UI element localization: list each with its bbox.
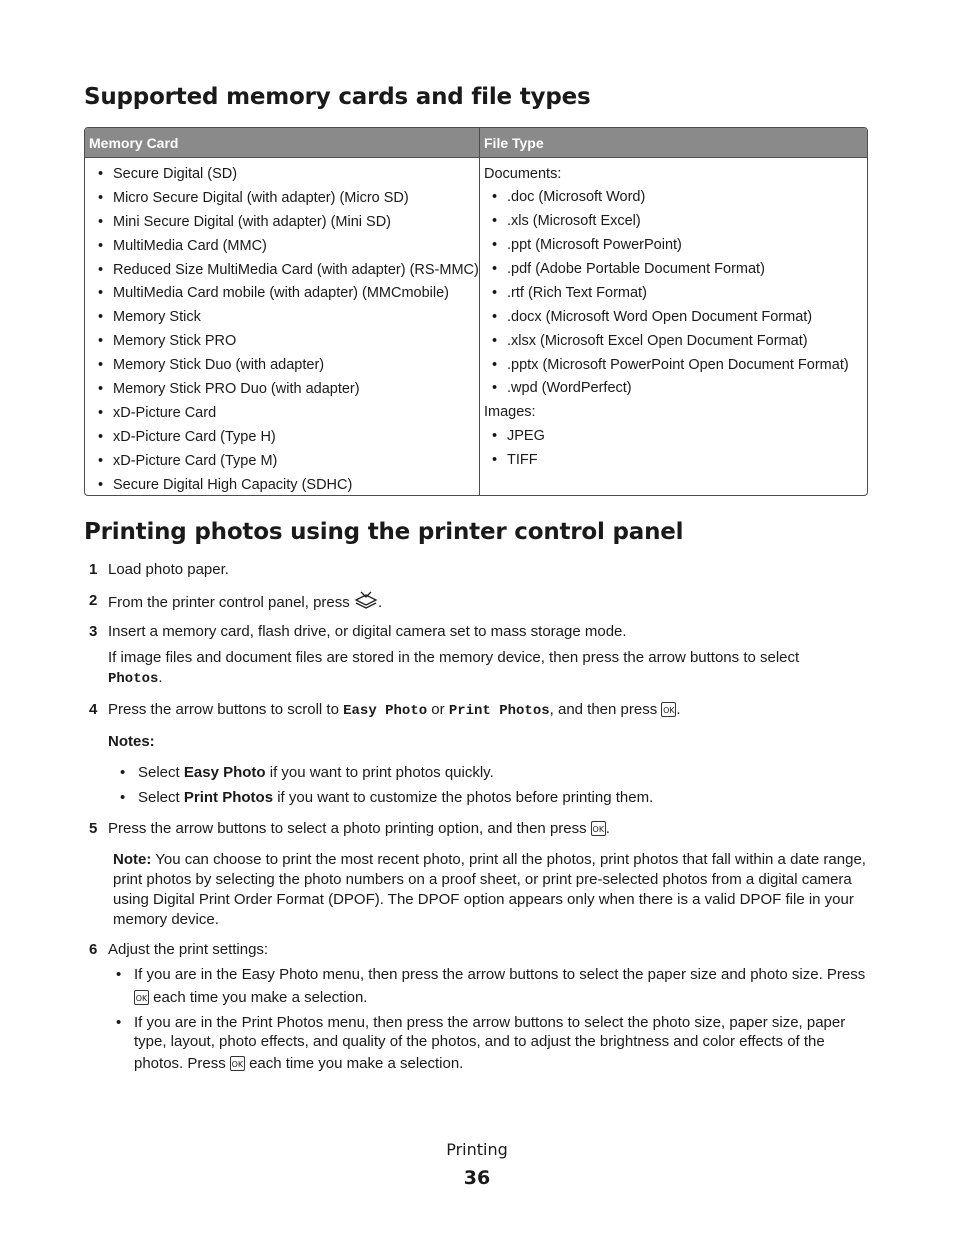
list-item: • Secure Digital High Capacity (SDHC) (95, 474, 479, 496)
list-item: • .pdf (Adobe Portable Document Format) (484, 258, 849, 282)
ok-button-icon: OK (134, 990, 149, 1005)
list-item: • Reduced Size MultiMedia Card (with adapter) (RS-MMC) (95, 259, 479, 283)
step-3-sub-line2 (108, 668, 163, 689)
step-5-note (113, 850, 873, 930)
note-text: You can choose to print the most recent photo, print all the photos, print photos that fall within a date range, print photos by selecting the photo numbers on a proof sheet, or print pre-selected photos from a digital camera using Digital Print Order Format (DPOF). The DPOF option appears only when there is a valid DPOF file in your memory device. (113, 851, 866, 928)
list-item: • Memory Stick Duo (with adapter) (95, 354, 479, 378)
step-number: 1 (89, 561, 98, 578)
easy-photo-code: Easy Photo (343, 703, 428, 719)
list-item: • .pptx (Microsoft PowerPoint Open Document Format) (484, 354, 849, 378)
list-item: • .doc (Microsoft Word) (484, 186, 849, 210)
file-type-list (484, 163, 849, 472)
step-3-sub: If image files and document files are stored in the memory device, then press the arrow buttons to select (108, 649, 800, 666)
step-2-end: . (377, 594, 383, 611)
bullet: • (120, 764, 126, 781)
memory-card-table (84, 127, 868, 496)
note-label: Note: (113, 851, 152, 868)
step-number: 4 (89, 701, 98, 718)
section-title-printing-photos: Printing photos using the printer control panel (84, 519, 684, 545)
step-5-label: Press the arrow buttons to select a photo printing option, and then press (108, 820, 587, 837)
list-item: • .rtf (Rich Text Format) (484, 282, 849, 306)
step-number: 6 (89, 941, 98, 958)
ok-button-icon: OK (661, 702, 676, 717)
list-item: • Micro Secure Digital (with adapter) (Micro SD) (95, 187, 479, 211)
note-2-bold: Print Photos (183, 789, 274, 806)
list-item: • MultiMedia Card (MMC) (95, 235, 479, 259)
step-6-text: Adjust the print settings: (108, 941, 269, 958)
bullet: • (120, 789, 126, 806)
step-5-end: . (605, 820, 610, 837)
list-item: • .wpd (WordPerfect) (484, 377, 849, 401)
step-4-end: . (676, 701, 681, 718)
list-item: • JPEG (484, 425, 849, 449)
list-item: • Memory Stick (95, 306, 479, 330)
step-number: 5 (89, 820, 98, 837)
step-4-post: , and then press (549, 701, 658, 718)
table-header (85, 128, 867, 158)
list-item: • .docx (Microsoft Word Open Document Format) (484, 306, 849, 330)
list-item: • TIFF (484, 449, 849, 473)
list-item: • Memory Stick PRO (95, 330, 479, 354)
step-number: 2 (89, 592, 98, 609)
ok-button-icon: OK (230, 1056, 245, 1071)
footer-section-label: Printing (446, 1140, 508, 1159)
bullet: • (116, 966, 122, 983)
step-6-bullet-1-line1: If you are in the Easy Photo menu, then press the arrow buttons to select the paper size and photo size. Press (134, 966, 866, 983)
step-6-bullet-1-line2 (134, 988, 367, 1008)
photos-code: Photos (108, 671, 159, 687)
note-1-bold: Easy Photo (183, 764, 266, 781)
step-4-text (108, 700, 681, 721)
list-item: • Memory Stick PRO Duo (with adapter) (95, 378, 479, 402)
list-item: • MultiMedia Card mobile (with adapter) (MMCmobile) (95, 282, 479, 306)
header-file-type: File Type (484, 135, 544, 151)
list-item: • xD-Picture Card (Type H) (95, 426, 479, 450)
print-photos-code: Print Photos (448, 703, 550, 719)
photo-card-icon (354, 591, 378, 609)
section-title-memory-cards: Supported memory cards and file types (84, 84, 591, 110)
header-memory-card: Memory Card (89, 135, 179, 151)
step-5-text (108, 819, 610, 839)
ok-button-icon: OK (591, 821, 606, 836)
step-4-mid: or (431, 701, 445, 718)
step-6-bullet-2-line2: type, layout, photo effects, and quality of the photos, and to adjust the brightness and color effects of the (134, 1033, 825, 1050)
images-label: Images: (484, 404, 536, 421)
note-1-pre: Select (138, 764, 180, 781)
list-item: • .ppt (Microsoft PowerPoint) (484, 234, 849, 258)
note-1-post: if you want to print photos quickly. (269, 764, 494, 781)
b2-line3-pre: photos. Press (134, 1055, 226, 1072)
step-6-bullet-2-line3 (134, 1054, 463, 1074)
step-3-text: Insert a memory card, flash drive, or digital camera set to mass storage mode. (108, 623, 627, 640)
column-divider (479, 128, 480, 495)
note-2 (138, 788, 653, 808)
step-4-pre: Press the arrow buttons to scroll to (108, 701, 339, 718)
list-item: • .xls (Microsoft Excel) (484, 210, 849, 234)
step-1-text: Load photo paper. (108, 561, 229, 578)
step-3-sub-end: . (158, 669, 163, 686)
list-item: • Mini Secure Digital (with adapter) (Mini SD) (95, 211, 479, 235)
list-item: • xD-Picture Card (Type M) (95, 450, 479, 474)
note-1 (138, 763, 494, 783)
step-2-text (108, 591, 382, 613)
list-item: • .xlsx (Microsoft Excel Open Document Format) (484, 330, 849, 354)
step-2-label: From the printer control panel, press (108, 594, 350, 611)
b1-line2-text: each time you make a selection. (153, 989, 368, 1006)
list-item: • Secure Digital (SD) (95, 163, 479, 187)
step-number: 3 (89, 623, 98, 640)
page-number: 36 (463, 1167, 491, 1189)
b2-line3-post: each time you make a selection. (249, 1055, 464, 1072)
step-6-bullet-2-line1: If you are in the Print Photos menu, then press the arrow buttons to select the photo size, paper size, paper (134, 1014, 846, 1031)
bullet: • (116, 1014, 122, 1031)
list-item: • xD-Picture Card (95, 402, 479, 426)
note-2-pre: Select (138, 789, 180, 806)
note-2-post: if you want to customize the photos before printing them. (277, 789, 654, 806)
notes-label: Notes: (108, 733, 155, 750)
memory-card-list (95, 163, 479, 496)
documents-label: Documents: (484, 166, 562, 182)
